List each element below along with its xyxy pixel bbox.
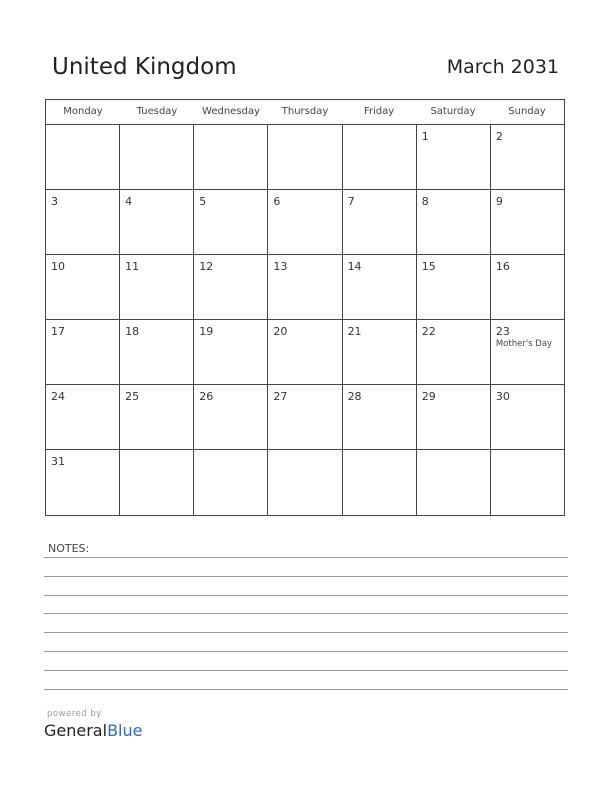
weekday-tuesday: Tuesday xyxy=(136,106,178,117)
day-cell xyxy=(194,385,268,449)
week-row xyxy=(46,450,564,515)
day-cell xyxy=(120,385,194,449)
day-number: 20 xyxy=(273,325,288,338)
day-cell xyxy=(120,125,194,189)
week-row xyxy=(46,385,564,450)
day-number: 5 xyxy=(199,195,207,208)
day-cell xyxy=(120,190,194,254)
day-number: 25 xyxy=(125,390,140,403)
day-cell xyxy=(343,255,417,319)
day-number: 22 xyxy=(421,325,436,338)
country-title: United Kingdom xyxy=(52,54,237,80)
day-number: 17 xyxy=(51,325,65,338)
notes-line xyxy=(44,576,568,577)
day-number: 11 xyxy=(125,260,140,273)
day-cell xyxy=(120,450,194,515)
day-cell xyxy=(268,320,342,384)
day-cell xyxy=(343,125,417,189)
brand-general: General xyxy=(44,721,108,740)
day-cell xyxy=(46,320,120,384)
notes-line xyxy=(44,595,568,596)
day-number: 13 xyxy=(273,260,288,273)
notes-label: NOTES: xyxy=(48,542,90,555)
day-cell xyxy=(194,450,268,515)
day-cell xyxy=(491,385,564,449)
day-cell xyxy=(194,190,268,254)
week-row xyxy=(46,190,564,255)
day-cell xyxy=(194,125,268,189)
notes-line xyxy=(44,557,568,558)
day-number: 31 xyxy=(51,455,65,468)
day-cell xyxy=(343,190,417,254)
brand-blue: Blue xyxy=(107,721,143,740)
day-cell xyxy=(491,320,564,384)
day-cell xyxy=(268,255,342,319)
day-number: 29 xyxy=(421,390,436,403)
day-cell xyxy=(120,255,194,319)
day-cell xyxy=(46,450,120,515)
day-number: 1 xyxy=(421,130,429,143)
notes-line xyxy=(44,613,568,614)
notes-line xyxy=(44,670,568,671)
day-number: 21 xyxy=(347,325,362,338)
weekday-header-row xyxy=(46,100,564,125)
month-year-title: March 2031 xyxy=(446,56,559,78)
day-cell xyxy=(194,320,268,384)
day-number: 4 xyxy=(125,195,133,208)
weekday-monday: Monday xyxy=(63,106,103,117)
notes-line xyxy=(44,651,568,652)
day-cell xyxy=(46,255,120,319)
day-number: 27 xyxy=(273,390,288,403)
holiday-label: Mother's Day xyxy=(495,339,553,349)
week-row xyxy=(46,125,564,190)
day-number: 26 xyxy=(199,390,214,403)
day-number: 3 xyxy=(51,195,58,208)
day-number: 6 xyxy=(273,195,281,208)
day-number: 7 xyxy=(347,195,355,208)
day-cell xyxy=(46,190,120,254)
weekday-thursday: Thursday xyxy=(281,106,329,117)
day-cell xyxy=(194,255,268,319)
day-cell xyxy=(417,125,491,189)
day-cell xyxy=(491,450,564,515)
day-cell xyxy=(268,190,342,254)
day-cell xyxy=(417,450,491,515)
day-number: 24 xyxy=(51,390,65,403)
day-cell xyxy=(417,190,491,254)
day-number: 19 xyxy=(199,325,214,338)
day-cell xyxy=(417,255,491,319)
day-cell xyxy=(268,450,342,515)
week-row xyxy=(46,320,564,385)
day-cell xyxy=(46,125,120,189)
day-number: 28 xyxy=(347,390,362,403)
day-cell xyxy=(46,385,120,449)
calendar-grid xyxy=(45,99,565,516)
day-number: 15 xyxy=(421,260,436,273)
day-number: 2 xyxy=(495,130,503,143)
day-number: 14 xyxy=(347,260,362,273)
weekday-sunday: Sunday xyxy=(508,106,546,117)
week-row xyxy=(46,255,564,320)
day-cell xyxy=(268,385,342,449)
day-cell xyxy=(417,320,491,384)
day-number: 16 xyxy=(495,260,510,273)
day-cell xyxy=(268,125,342,189)
day-cell xyxy=(120,320,194,384)
day-number: 18 xyxy=(125,325,140,338)
day-number: 9 xyxy=(495,195,503,208)
day-cell xyxy=(343,450,417,515)
weekday-wednesday: Wednesday xyxy=(202,106,260,117)
day-cell xyxy=(491,125,564,189)
day-cell xyxy=(491,190,564,254)
day-cell xyxy=(343,320,417,384)
day-number: 8 xyxy=(421,195,429,208)
day-cell xyxy=(417,385,491,449)
calendar-weeks xyxy=(46,125,564,515)
day-cell xyxy=(343,385,417,449)
weekday-friday: Friday xyxy=(363,106,395,117)
day-number: 10 xyxy=(51,260,65,273)
day-number: 23 xyxy=(495,325,510,338)
day-cell xyxy=(491,255,564,319)
brand-logo xyxy=(44,721,142,740)
weekday-saturday: Saturday xyxy=(430,106,476,117)
notes-line xyxy=(44,689,568,690)
powered-by-text: powered by xyxy=(47,709,102,719)
day-number: 12 xyxy=(199,260,214,273)
day-number: 30 xyxy=(495,390,510,403)
notes-line xyxy=(44,632,568,633)
